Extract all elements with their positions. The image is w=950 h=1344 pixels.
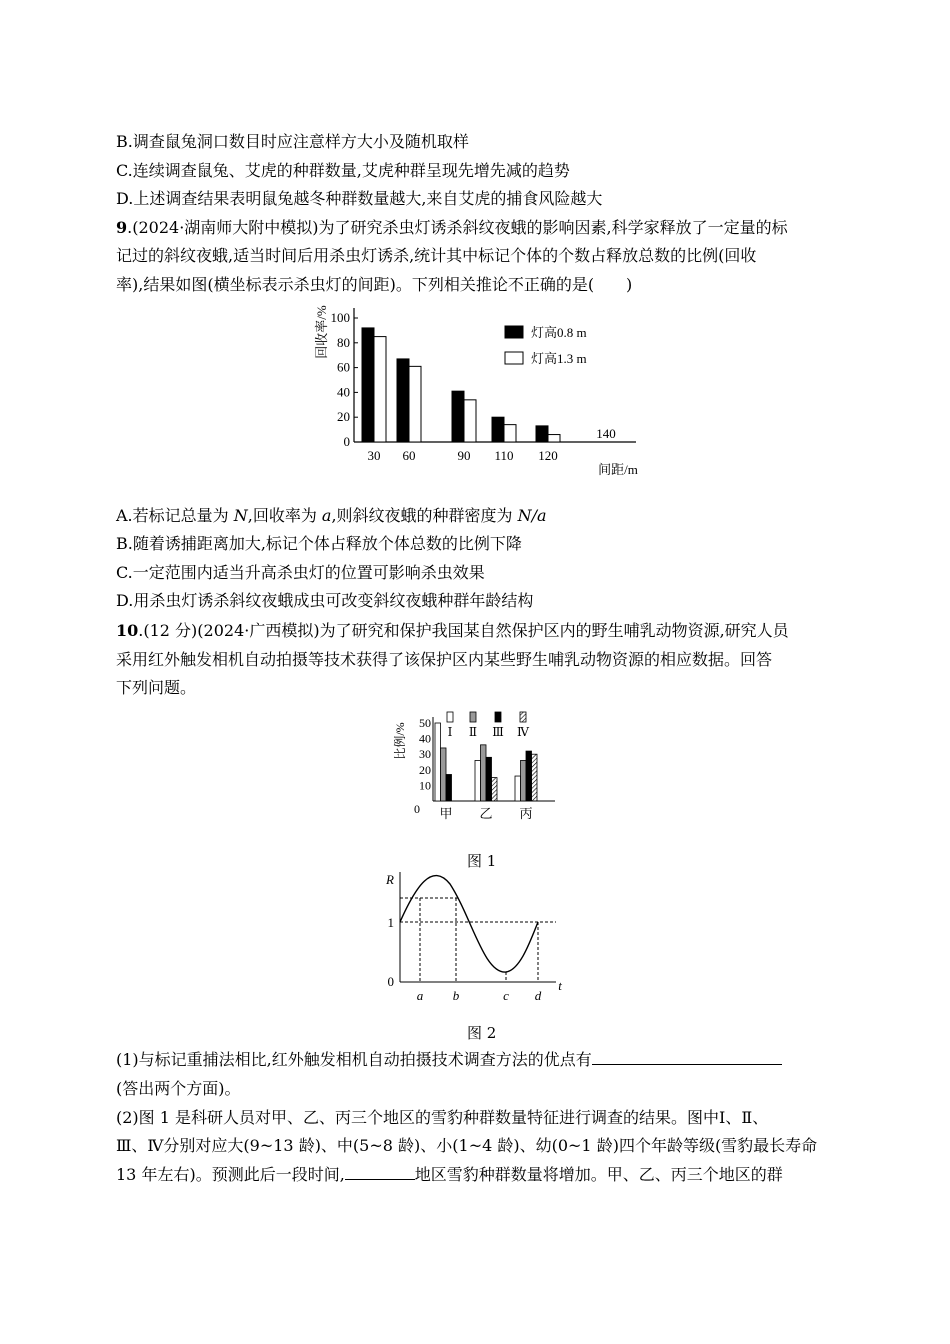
q10-sub1-line1: (1)与标记重捕法相比,红外触发相机自动拍摄技术调查方法的优点有 (116, 1050, 782, 1070)
x-axis-label: t (558, 978, 562, 993)
q10-sub2-line3: 13 年左右)。预测此后一段时间, 地区雪豹种群数量将增加。甲、乙、丙三个地区的群 (116, 1165, 783, 1184)
bar-0.8m (397, 359, 409, 442)
q8-option-c: C.连续调查鼠兔、艾虎的种群数量,艾虎种群呈现先增先减的趋势 (116, 161, 570, 180)
legend-label: Ⅱ (468, 725, 478, 739)
q9-number: 9 (116, 218, 128, 237)
legend-label: Ⅳ (517, 725, 529, 739)
q9-stem-line3: 率),结果如图(横坐标表示杀虫灯的间距)。下列相关推论不正确的是( ) (116, 275, 633, 294)
bar-Ⅱ (441, 748, 447, 801)
x-tick-label: 甲 (439, 806, 453, 821)
q8-option-d: D.上述调查结果表明鼠兔越冬种群数量越大,来自艾虎的捕食风险越大 (116, 189, 603, 208)
y-tick-label: 50 (419, 716, 431, 730)
x-tick-label: c (503, 988, 509, 1003)
q10-stem-line2: 采用红外触发相机自动拍摄等技术获得了该保护区内某些野生哺乳动物资源的相应数据。回答 (116, 650, 773, 669)
legend-label: 灯高0.8 m (531, 325, 587, 340)
x-tick-label: 110 (494, 448, 514, 463)
q10-text-1: .(12 分)(2024·广西模拟)为了研究和保护我国某自然保护区内的野生哺乳动物资源,研究人员 (138, 621, 789, 640)
legend-swatch (520, 712, 526, 722)
bar-Ⅱ (481, 745, 487, 801)
figure2-caption: 图 2 (467, 1024, 497, 1042)
q10-stem-line3: 下列问题。 (116, 678, 197, 697)
bar-Ⅰ (515, 776, 521, 801)
bar-0.8m (536, 426, 548, 442)
q8-option-b: B.调查鼠兔洞口数目时应注意样方大小及随机取样 (116, 132, 469, 151)
legend-swatch (505, 352, 523, 364)
bar-Ⅳ (492, 778, 498, 801)
q10-number: 10 (116, 621, 139, 640)
x-axis-label: 间距/m (598, 462, 638, 477)
bar-Ⅳ (532, 754, 538, 801)
q10-stem-line1 (116, 621, 789, 641)
q10-sub1-line2: (答出两个方面)。 (116, 1079, 241, 1098)
answer-blank-2[interactable] (345, 1165, 415, 1180)
q10-sub2-line2: Ⅲ、Ⅳ分别对应大(9~13 龄)、中(5~8 龄)、小(1~4 龄)、幼(0~1 龄)四个年龄等级(雪豹最长寿命 (116, 1136, 818, 1155)
bar-0.8m (492, 417, 504, 442)
q10-sub2-line1: (2)图 1 是科研人员对甲、乙、丙三个地区的雪豹种群数量特征进行调查的结果。图中Ⅰ、Ⅱ、 (116, 1108, 769, 1127)
legend-swatch (505, 326, 523, 338)
y-axis-label: 回收率/% (314, 305, 329, 359)
x-tick-label: 乙 (479, 806, 493, 821)
bar-Ⅲ (446, 774, 452, 801)
q9-stem-line2: 记过的斜纹夜蛾,适当时间后用杀虫灯诱杀,统计其中标记个体的个数占释放总数的比例(回收 (116, 246, 757, 265)
bar-1.3m (464, 400, 476, 442)
y-tick-label: 40 (419, 731, 431, 746)
bar-Ⅰ (475, 760, 481, 801)
y-tick-label: 0 (387, 974, 394, 989)
r-curve (400, 876, 538, 972)
y-tick-label: 10 (419, 778, 431, 793)
q9-option-a: A.若标记总量为 N,回收率为 a,则斜纹夜蛾的种群密度为 N/a (116, 506, 547, 525)
age-structure-bar-chart (395, 700, 575, 830)
legend-swatch (470, 712, 476, 722)
bar-Ⅱ (521, 760, 527, 801)
x-tick-label: a (416, 988, 424, 1003)
bar-1.3m (374, 337, 386, 442)
x-tick-label: d (534, 988, 542, 1003)
x-tick-label: 90 (457, 448, 471, 463)
y-tick-label: 0 (343, 434, 350, 449)
legend-label: Ⅰ (447, 725, 453, 739)
x-tick-label: 140 (596, 426, 616, 441)
y-tick-label: 30 (419, 747, 431, 762)
bar-Ⅰ (435, 723, 441, 801)
x-tick-label: b (452, 988, 460, 1003)
y-tick-label: 0 (414, 802, 420, 816)
y-axis-label: 比例/% (393, 722, 407, 760)
q9-stem-line1 (116, 218, 788, 238)
y-axis-label: R (386, 872, 394, 887)
y-tick-label: 20 (419, 762, 431, 777)
r-curve-line-chart (380, 866, 580, 1006)
q9-text-1: .(2024·湖南师大附中模拟)为了研究杀虫灯诱杀斜纹夜蛾的影响因素,科学家释放了一定量的标 (127, 218, 788, 237)
bar-1.3m (548, 435, 560, 442)
bar-0.8m (452, 391, 464, 442)
legend-label: 灯高1.3 m (531, 351, 587, 366)
q9-option-d: D.用杀虫灯诱杀斜纹夜蛾成虫可改变斜纹夜蛾种群年龄结构 (116, 591, 534, 610)
legend-swatch (447, 712, 453, 722)
bar-1.3m (409, 366, 421, 442)
y-tick-label: 40 (337, 384, 350, 400)
x-tick-label: 120 (538, 448, 558, 463)
x-tick-label: 60 (402, 448, 416, 463)
x-tick-label: 30 (367, 448, 381, 463)
q9-option-c: C.一定范围内适当升高杀虫灯的位置可影响杀虫效果 (116, 563, 485, 582)
y-tick-label: 1 (387, 915, 394, 930)
y-tick-label: 100 (330, 310, 350, 325)
bar-Ⅲ (526, 751, 532, 801)
recovery-rate-bar-chart (300, 300, 660, 480)
answer-blank-1[interactable] (592, 1050, 782, 1065)
bar-0.8m (362, 328, 374, 442)
x-tick-label: 丙 (519, 806, 533, 821)
legend-label: Ⅲ (492, 725, 504, 739)
y-tick-label: 20 (337, 409, 350, 425)
legend-swatch (495, 712, 501, 722)
figure1-caption: 图 1 (467, 852, 497, 870)
y-tick-label: 60 (337, 359, 350, 375)
bar-Ⅲ (486, 757, 492, 801)
y-tick-label: 80 (337, 334, 350, 350)
bar-1.3m (504, 425, 516, 442)
q9-option-b: B.随着诱捕距离加大,标记个体占释放个体总数的比例下降 (116, 534, 522, 553)
